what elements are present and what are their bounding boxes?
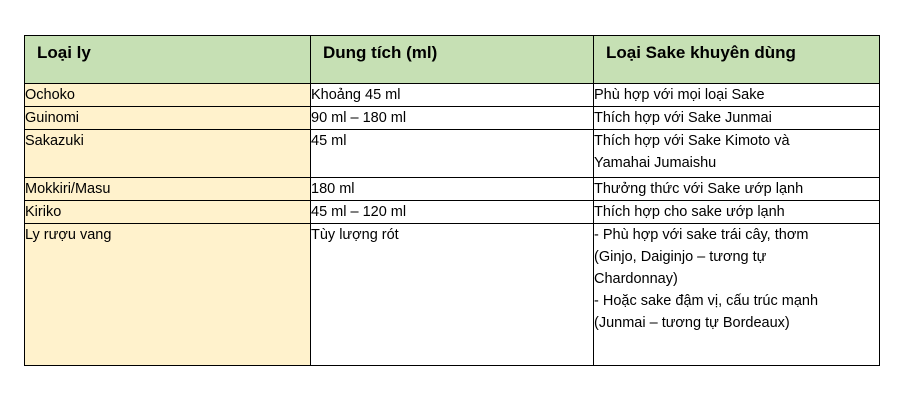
recommendation-line: (Ginjo, Daiginjo – tương tự (594, 249, 767, 265)
recommendation-cell (594, 107, 880, 130)
recommendation-cell (594, 130, 880, 178)
glass-type-cell: Ly rượu vang (25, 224, 311, 366)
recommendation-cell (594, 201, 880, 224)
header-glass-type: Loại ly (25, 36, 311, 84)
glass-type-cell: Mokkiri/Masu (25, 178, 311, 201)
table-row (25, 107, 880, 130)
table-row (25, 224, 880, 366)
header-recommended-sake: Loại Sake khuyên dùng (594, 36, 880, 84)
recommendation-line: Yamahai Jumaishu (594, 155, 717, 171)
capacity-cell: 45 ml – 120 ml (311, 201, 594, 224)
capacity-cell: 45 ml (311, 130, 594, 178)
recommendation-line: Thưởng thức với Sake ướp lạnh (594, 181, 804, 197)
recommendation-line: - Phù hợp với sake trái cây, thơm (594, 227, 809, 243)
table-row (25, 130, 880, 178)
recommendation-line: Thích hợp cho sake ướp lạnh (594, 204, 785, 220)
recommendation-cell (594, 224, 880, 366)
glass-type-cell: Ochoko (25, 84, 311, 107)
table-row (25, 201, 880, 224)
recommendation-line: Phù hợp với mọi loại Sake (594, 87, 765, 103)
recommendation-line: (Junmai – tương tự Bordeaux) (594, 315, 790, 331)
recommendation-cell (594, 84, 880, 107)
glass-type-cell: Sakazuki (25, 130, 311, 178)
recommendation-cell (594, 178, 880, 201)
glass-type-cell: Guinomi (25, 107, 311, 130)
glass-type-cell: Kiriko (25, 201, 311, 224)
recommendation-line: Thích hợp với Sake Junmai (594, 110, 772, 126)
table-row (25, 84, 880, 107)
recommendation-line: - Hoặc sake đậm vị, cấu trúc mạnh (594, 293, 819, 309)
recommendation-line: Chardonnay) (594, 271, 678, 287)
recommendation-line: Thích hợp với Sake Kimoto và (594, 133, 790, 149)
table-header-row (25, 36, 880, 84)
table-row (25, 178, 880, 201)
capacity-cell: 180 ml (311, 178, 594, 201)
capacity-cell: 90 ml – 180 ml (311, 107, 594, 130)
sake-glass-table (24, 35, 880, 366)
capacity-cell: Khoảng 45 ml (311, 84, 594, 107)
header-capacity: Dung tích (ml) (311, 36, 594, 84)
capacity-cell: Tùy lượng rót (311, 224, 594, 366)
